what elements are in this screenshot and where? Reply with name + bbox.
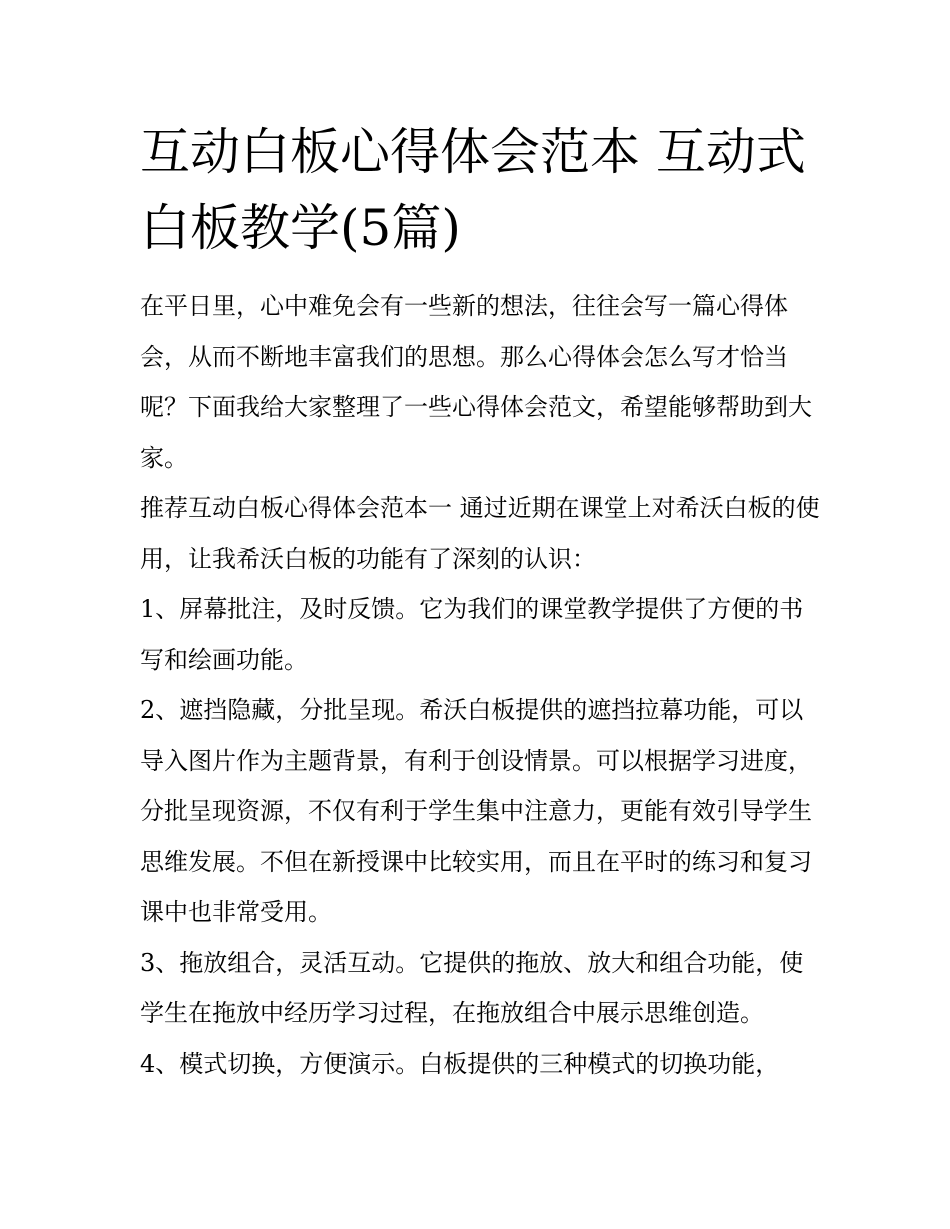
point-3-paragraph: 3、拖放组合，灵活互动。它提供的拖放、放大和组合功能，使学生在拖放中经历学习过程，在拖放组合中展示思维创造。 [140, 948, 804, 1027]
document-body [140, 114, 820, 1089]
point-1-paragraph: 1、屏幕批注，及时反馈。它为我们的课堂教学提供了方便的书写和绘画功能。 [140, 595, 804, 674]
recommendation-paragraph: 推荐互动白板心得体会范本一 通过近期在课堂上对希沃白板的使用，让我希沃白板的功能有了深刻的认识： [140, 494, 820, 573]
point-2-paragraph: 2、遮挡隐藏，分批呈现。希沃白板提供的遮挡拉幕功能，可以导入图片作为主题背景，有利于创设情景。可以根据学习进度，分批呈现资源，不仅有利于学生集中注意力，更能有效引导学生思维发展。不但在新授课中比较实用，而且在平时的练习和复习课中也非常受用。 [140, 696, 812, 926]
point-4-paragraph: 4、模式切换，方便演示。白板提供的三种模式的切换功能， [140, 1049, 780, 1078]
document-title: 互动白板心得体会范本 互动式白板教学(5篇) [140, 123, 806, 257]
intro-paragraph: 在平日里，心中难免会有一些新的想法，往往会写一篇心得体会，从而不断地丰富我们的思想。那么心得体会怎么写才恰当呢？下面我给大家整理了一些心得体会范文，希望能够帮助到大家。 [140, 292, 812, 472]
